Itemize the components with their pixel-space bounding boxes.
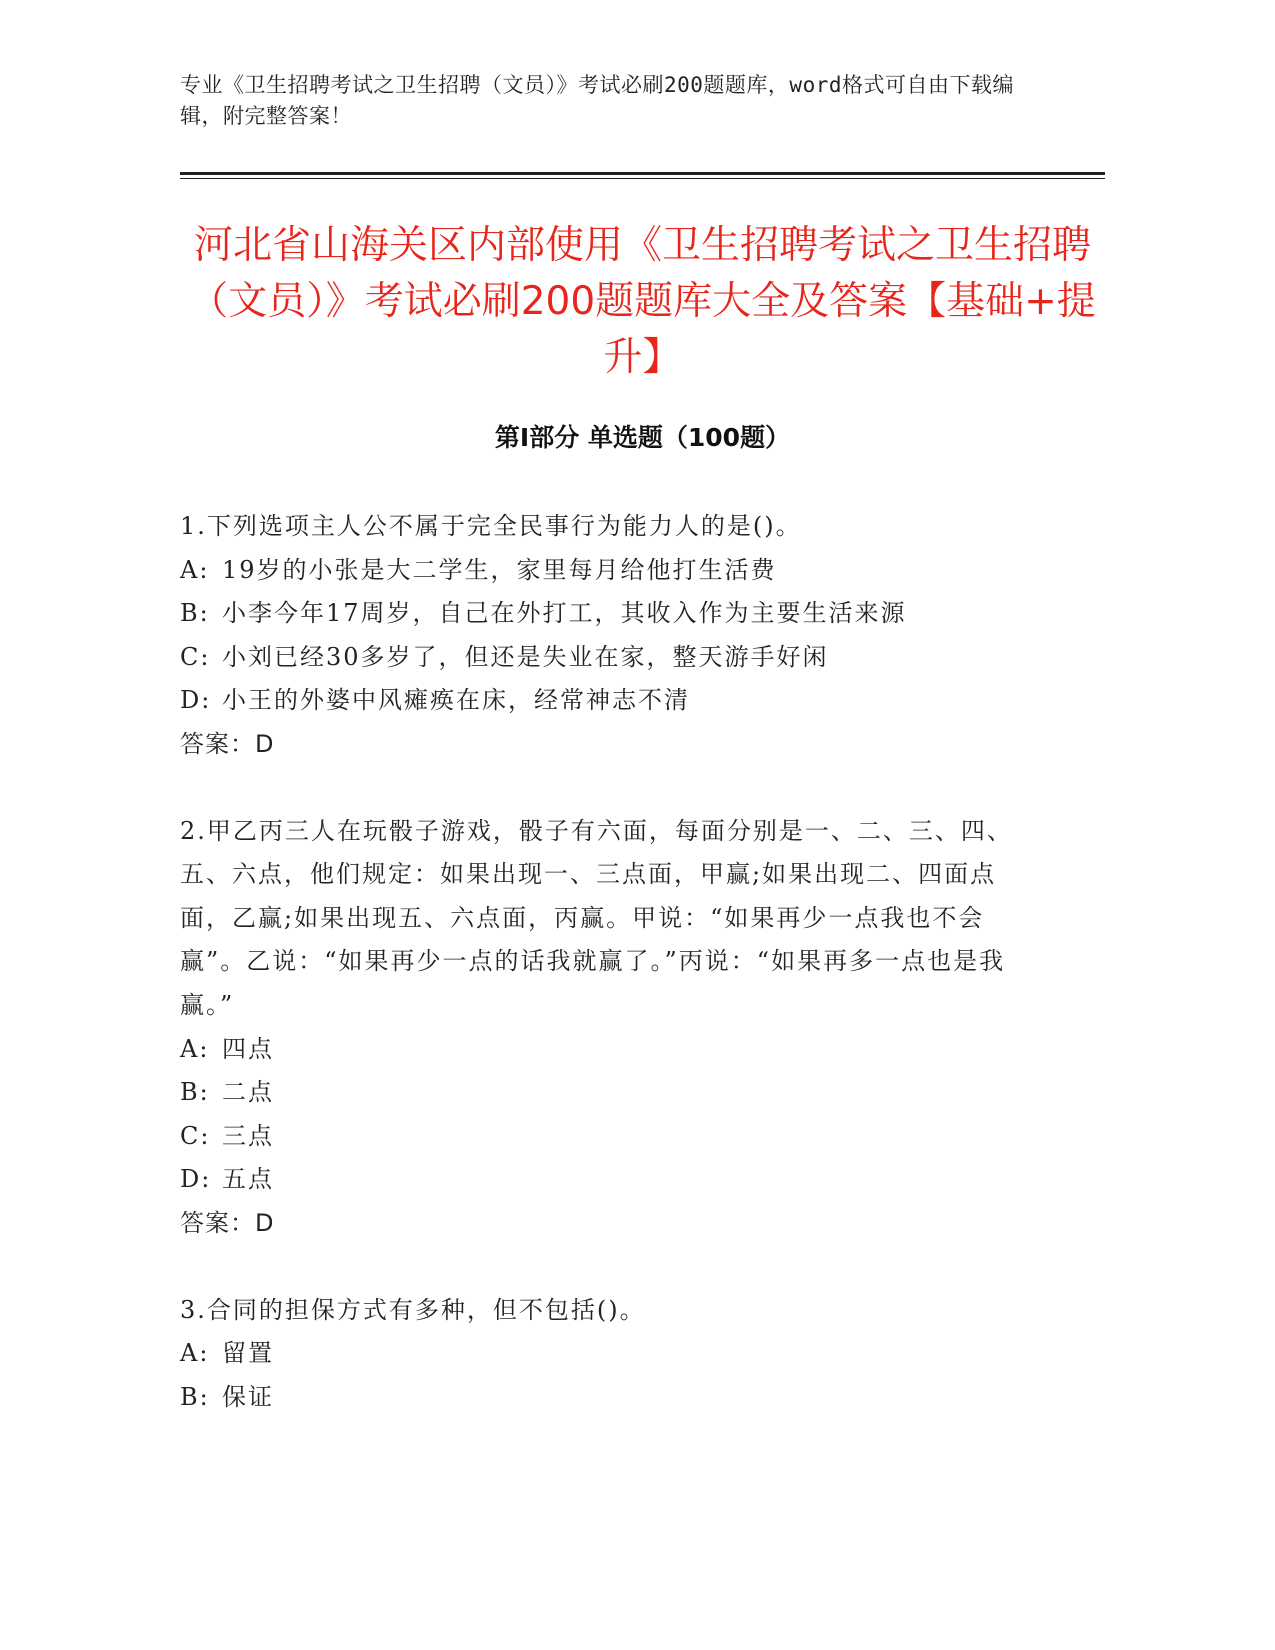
option-letter: A: [180,1034,210,1063]
option-letter: A: [180,555,210,584]
option-letter: D: [180,1165,212,1194]
question-stem: 3.合同的担保方式有多种，但不包括()。 [180,1295,646,1324]
option-letter: B: [180,1382,210,1411]
option-text: 四点 [222,1034,274,1063]
option-text: 小刘已经30多岁了，但还是失业在家，整天游手好闲 [222,642,829,671]
option-a [180,1332,1040,1376]
header-note: 专业《卫生招聘考试之卫生招聘（文员）》考试必刷200题题库，word格式可自由下载编辑，附完整答案！ [180,73,1014,128]
option-letter: C: [180,1121,211,1150]
option-c [180,1115,1040,1159]
option-text: 小王的外婆中风瘫痪在床，经常神志不清 [222,686,690,715]
option-text: 五点 [222,1165,274,1194]
document-title: 河北省山海关区内部使用《卫生招聘考试之卫生招聘（文员）》考试必刷200题题库大全及答案【基础+提升】 [189,223,1096,380]
option-text: 留置 [222,1339,274,1368]
header-rule-thin [180,178,1105,179]
option-letter: C: [180,642,211,671]
option-c [180,636,1040,680]
option-b [180,1071,1040,1115]
question-1 [180,505,1040,767]
option-text: 保证 [222,1382,274,1411]
question-stem: 2.甲乙丙三人在玩骰子游戏，骰子有六面，每面分别是一、二、三、四、五、六点，他们规定：如果出现一、三点面，甲赢;如果出现二、四面点面，乙赢;如果出现五、六点面，丙赢。甲说：“如果再少一点我也不会赢”。乙说：“如果再少一点的话我就赢了。”丙说：“如果再多一点也是我赢。” [180,816,1013,1019]
option-letter: A: [180,1339,210,1368]
option-text: 三点 [222,1121,274,1150]
option-text: 小李今年17周岁，自己在外打工，其收入作为主要生活来源 [222,599,907,628]
option-d [180,679,1040,723]
answer-line: 答案：D [180,1208,275,1237]
option-letter: B: [180,1078,210,1107]
option-text: 19岁的小张是大二学生，家里每月给他打生活费 [222,555,777,584]
option-d [180,1158,1040,1202]
option-text: 二点 [222,1078,274,1107]
option-letter: B: [180,599,210,628]
option-a [180,549,1040,593]
question-2 [180,810,1040,1246]
question-stem: 1.下列选项主人公不属于完全民事行为能力人的是()。 [180,512,802,540]
option-b [180,592,1040,636]
header-rule-thick [180,172,1105,175]
section-title: 第Ⅰ部分 单选题（100题） [494,423,791,452]
option-a [180,1028,1040,1072]
option-b [180,1376,1040,1420]
question-3 [180,1289,1040,1420]
question-list [180,505,1040,1462]
answer-line: 答案：D [180,729,275,758]
option-letter: D: [180,686,212,715]
